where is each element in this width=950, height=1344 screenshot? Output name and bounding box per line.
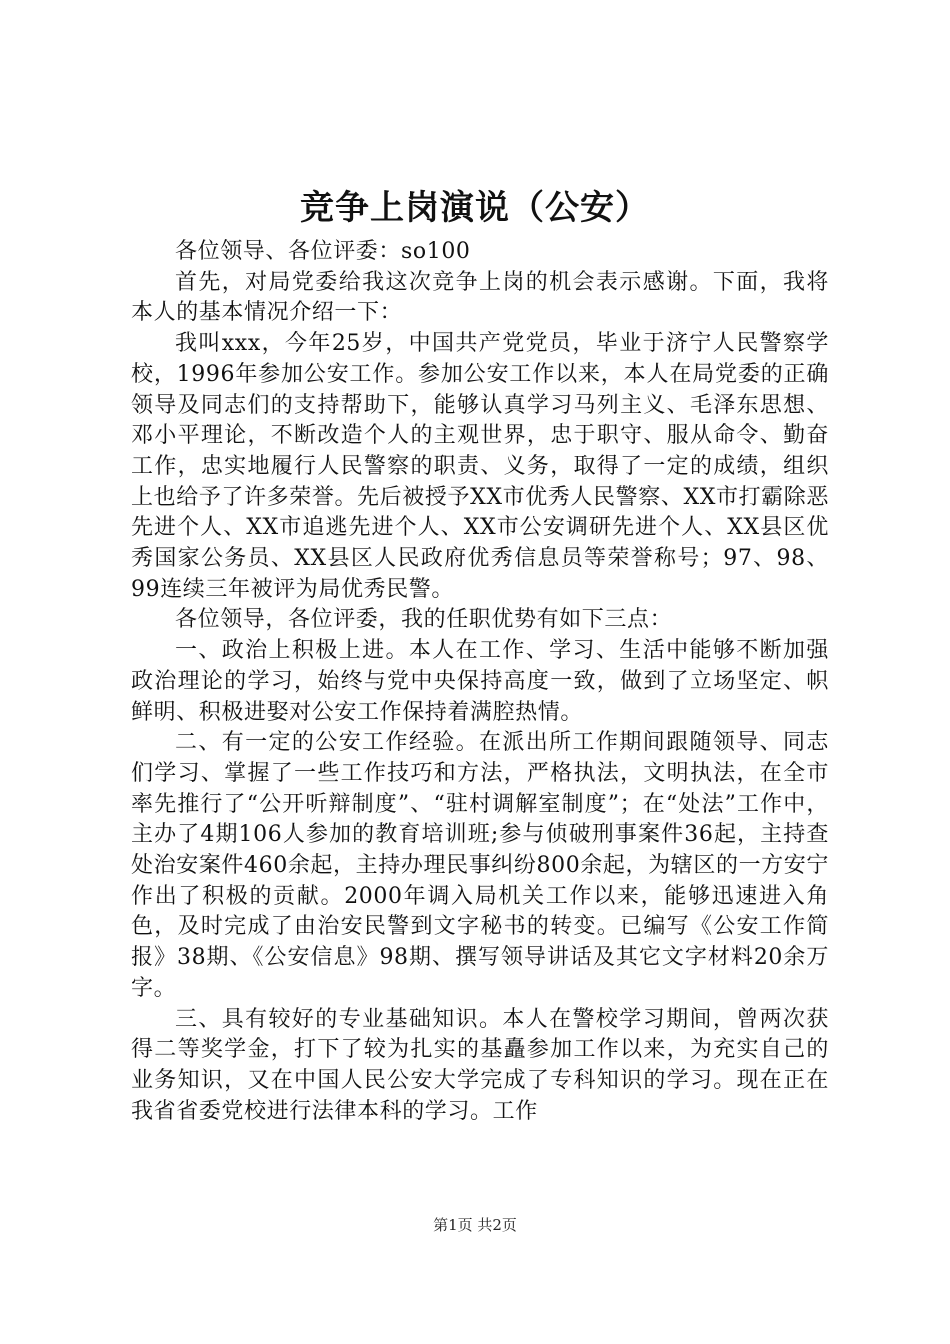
- strength-one-paragraph: 一、政治上积极上进。本人在工作、学习、生活中能够不断加强政治理论的学习，始终与党中央保持高度一致，做到了立场坚定、帜鲜明、积极进娶对公安工作保持着满腔热情。: [131, 638, 829, 725]
- opening-paragraph: 首先，对局党委给我这次竞争上岗的机会表示感谢。下面，我将本人的基本情况介绍一下：: [131, 269, 829, 326]
- document-title: 竞争上岗演说（公安）: [300, 188, 650, 228]
- document-body: [131, 237, 829, 1127]
- strength-three-paragraph: 三、具有较好的专业基础知识。本人在警校学习期间，曾两次获得二等奖学金，打下了较为扎实的基矗参加工作以来，为充实自己的业务知识，又在中国人民公安大学完成了专科知识的学习。现在正在我省省委党校进行法律本科的学习。工作: [131, 1006, 829, 1124]
- strength-two-paragraph: 二、有一定的公安工作经验。在派出所工作期间跟随领导、同志们学习、掌握了一些工作技巧和方法，严格执法，文明执法，在全市率先推行了“公开听辩制度”、“驻村调解室制度”；在“处法”工作中，主办了4期106人参加的教育培训班;参与侦破刑事案件36起，主持查处治安案件460余起，主持办理民事纠纷800余起，为辖区的一方安宁作出了积极的贡献。2000年调入局机关工作以来，能够迅速进入角色，及时完成了由治安民警到文字秘书的转变。已编写《公安工作简报》38期、《公安信息》98期、撰写领导讲话及其它文字材料20余万字。: [131, 730, 829, 1001]
- page-number-footer: 第1页 共2页: [433, 1216, 517, 1234]
- background-paragraph: 我叫xxx，今年25岁，中国共产党党员，毕业于济宁人民警察学校，1996年参加公安工作。参加公安工作以来，本人在局党委的正确领导及同志们的支持帮助下，能够认真学习马列主义、毛泽东思想、邓小平理论，不断改造个人的主观世界，忠于职守、服从命令、勤奋工作，忠实地履行人民警察的职责、义务，取得了一定的成绩，组织上也给予了许多荣誉。先后被授予XX市优秀人民警察、XX市打霸除恶先进个人、XX市追逃先进个人、XX市公安调研先进个人、XX县区优秀国家公务员、XX县区人民政府优秀信息员等荣誉称号；97、98、99连续三年被评为局优秀民警。: [131, 331, 829, 602]
- salutation-paragraph: 各位领导、各位评委：so100: [175, 239, 471, 264]
- strengths-intro-paragraph: 各位领导，各位评委，我的任职优势有如下三点：: [175, 607, 673, 633]
